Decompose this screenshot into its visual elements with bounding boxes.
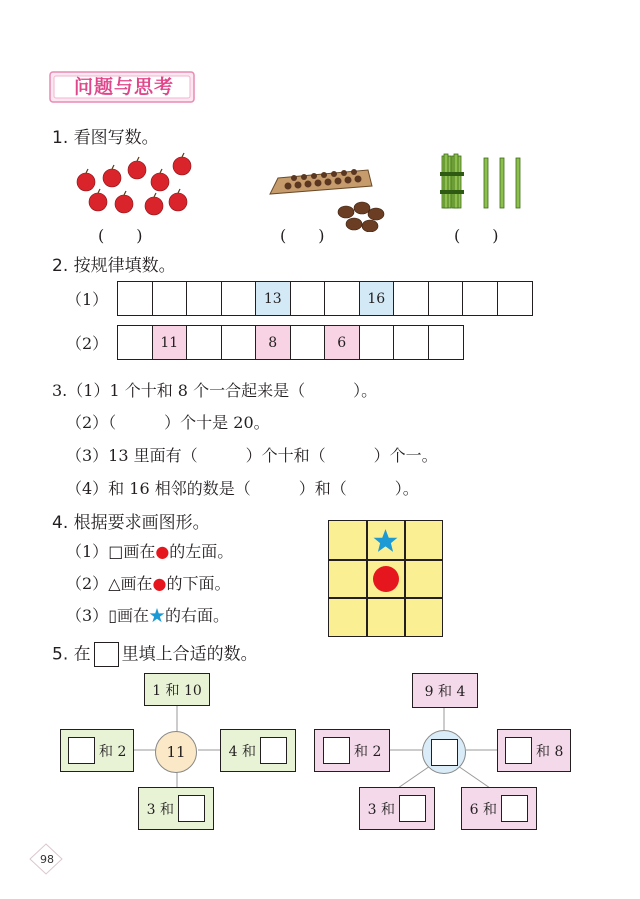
- right-top-box: 9 和 4: [412, 673, 478, 708]
- sequence-cell[interactable]: [222, 326, 257, 359]
- sticks-image: [438, 152, 530, 212]
- q1-answer-sticks[interactable]: ( ): [454, 226, 499, 245]
- red-dot-icon: ●: [152, 574, 167, 593]
- q4-item-1: [66, 542, 233, 562]
- q2-row2-grid: [117, 325, 464, 360]
- q4-item-2-b: 的下面。: [166, 574, 231, 593]
- left-left-text: 和 2: [99, 743, 127, 760]
- q4-title: 4. 根据要求画图形。: [52, 513, 210, 533]
- q4-item-2-num: （2）: [66, 574, 109, 593]
- right-center-circle: [422, 730, 466, 774]
- left-top-box: 1 和 10: [144, 673, 210, 706]
- sequence-cell[interactable]: [118, 282, 153, 315]
- sequence-cell[interactable]: [429, 326, 464, 359]
- q1-title: 1. 看图写数。: [52, 128, 159, 148]
- q4-item-3: [66, 606, 229, 626]
- q3-line-3: （3）13 里面有（ ）个十和（ ）个一。: [66, 446, 438, 465]
- left-right-text: 4 和: [228, 743, 256, 760]
- blue-star-icon: ★: [149, 606, 166, 625]
- q4-item-3-a: 画在: [117, 606, 150, 625]
- sequence-cell-given: 6: [325, 326, 360, 359]
- q2-title: 2. 按规律填数。: [52, 256, 176, 276]
- sequence-cell[interactable]: [187, 326, 222, 359]
- position-grid[interactable]: [328, 520, 443, 637]
- star-icon: [372, 528, 399, 554]
- q4-item-2-a: 画在: [120, 574, 153, 593]
- sequence-cell[interactable]: [291, 326, 326, 359]
- sequence-cell-given: 16: [360, 282, 395, 315]
- answer-box[interactable]: [501, 795, 528, 822]
- q5-title-pre: 5. 在: [52, 644, 91, 665]
- answer-box[interactable]: [399, 795, 426, 822]
- red-dot-icon: ●: [155, 542, 170, 561]
- sequence-cell[interactable]: [187, 282, 222, 315]
- page-number: 98: [40, 853, 54, 866]
- sequence-cell[interactable]: [394, 282, 429, 315]
- q4-item-1-a: 画在: [123, 542, 156, 561]
- answer-box[interactable]: [505, 737, 532, 764]
- right-right-text: 和 8: [536, 743, 564, 760]
- q3-line-2: （2）（ ）个十是 20。: [66, 413, 270, 432]
- answer-box[interactable]: [68, 737, 95, 764]
- q1-answer-chocolates[interactable]: ( ): [280, 226, 325, 245]
- right-left-box: [314, 729, 390, 772]
- q2-row1-grid: [117, 281, 533, 316]
- left-bottom-box: [138, 787, 214, 830]
- triangle-shape: △: [108, 574, 121, 593]
- sequence-cell[interactable]: [429, 282, 464, 315]
- q2-row1-label: （1）: [66, 290, 109, 309]
- q3-line-4: （4）和 16 相邻的数是（ ）和（ ）。: [66, 479, 419, 498]
- sequence-cell[interactable]: [498, 282, 533, 315]
- sequence-cell[interactable]: [360, 326, 395, 359]
- rectangle-shape: ▯: [108, 606, 117, 625]
- answer-box[interactable]: [431, 739, 458, 766]
- q4-item-3-b: 的右面。: [165, 606, 230, 625]
- answer-box-icon: [94, 642, 119, 667]
- q5-title: [52, 642, 258, 667]
- sequence-cell[interactable]: [325, 282, 360, 315]
- left-bottom-text: 3 和: [146, 801, 174, 818]
- right-bl-text: 3 和: [367, 801, 395, 818]
- header-title: 问题与思考: [74, 76, 175, 98]
- sequence-cell-given: 13: [256, 282, 291, 315]
- q4-item-1-b: 的左面。: [169, 542, 234, 561]
- q1-answer-apples[interactable]: ( ): [98, 226, 143, 245]
- sequence-cell[interactable]: [153, 282, 188, 315]
- square-shape: □: [108, 542, 124, 561]
- sequence-cell-given: 8: [256, 326, 291, 359]
- sequence-cell[interactable]: [394, 326, 429, 359]
- sequence-cell[interactable]: [463, 282, 498, 315]
- q4-item-1-num: （1）: [66, 542, 109, 561]
- right-bottom-left-box: [359, 787, 435, 830]
- apples-image: [74, 152, 196, 218]
- red-circle-icon: [372, 565, 400, 593]
- sequence-cell[interactable]: [118, 326, 153, 359]
- q4-item-3-num: （3）: [66, 606, 109, 625]
- answer-box[interactable]: [260, 737, 287, 764]
- right-left-text: 和 2: [354, 743, 382, 760]
- sequence-cell-given: 11: [153, 326, 188, 359]
- sequence-cell[interactable]: [222, 282, 257, 315]
- q3-line-1: 3.（1）1 个十和 8 个一合起来是（ ）。: [52, 381, 378, 400]
- q5-title-post: 里填上合适的数。: [121, 644, 258, 665]
- right-bottom-right-box: [461, 787, 537, 830]
- q2-row2-label: （2）: [66, 334, 109, 353]
- q4-item-2: [66, 574, 231, 594]
- sequence-cell[interactable]: [291, 282, 326, 315]
- left-left-box: [60, 729, 134, 772]
- answer-box[interactable]: [323, 737, 350, 764]
- left-right-box: [220, 729, 296, 772]
- right-right-box: [497, 729, 571, 772]
- answer-box[interactable]: [178, 795, 205, 822]
- right-br-text: 6 和: [469, 801, 497, 818]
- chocolates-image: [268, 164, 394, 232]
- left-center-circle: 11: [155, 731, 197, 773]
